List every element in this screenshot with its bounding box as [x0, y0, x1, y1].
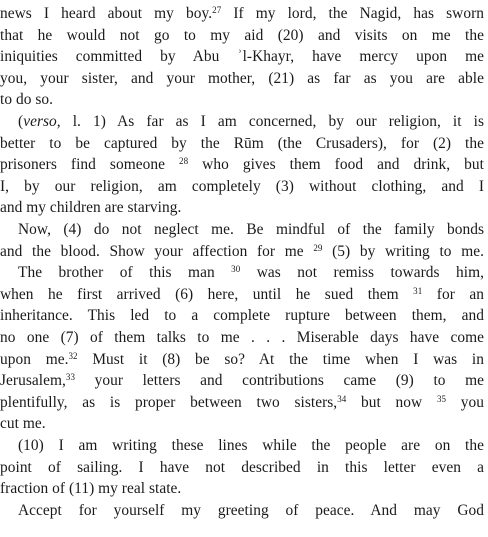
text-run: If my lord, the Nagid, has sworn — [221, 5, 485, 22]
text-line — [0, 155, 484, 175]
footnote-marker: 32 — [68, 350, 78, 361]
text-line — [0, 177, 484, 197]
text-run: I, by our religion, am completely (3) without clothing, and I — [0, 177, 484, 195]
text-run: that he would not go to my aid (20) and visits on me the — [0, 26, 484, 44]
text-run: who gives them food and drink, but — [188, 156, 484, 174]
text-run: news I heard about my boy. — [0, 5, 213, 22]
text-line — [0, 47, 484, 67]
text-run: (5) by writing to me. — [322, 242, 484, 260]
text-run: you, your sister, and your mother, (21) as far as you are able — [0, 69, 484, 87]
text-run: iniquities committed by Abu ʾl-Khayr, have mercy upon me — [0, 48, 484, 66]
text-run: upon me. — [0, 350, 69, 368]
text-run: (10) I am writing these lines while the people are on the — [18, 437, 484, 454]
footnote-marker: 33 — [65, 372, 75, 383]
text-run: better to be captured by the Rūm (the Crusaders), for (2) the — [0, 134, 484, 152]
text-line — [18, 501, 484, 521]
text-line — [18, 220, 484, 240]
text-run: inheritance. This led to a complete rupture between them, and — [0, 307, 484, 325]
text-line — [0, 458, 484, 478]
footnote-marker: 34 — [337, 393, 347, 404]
text-run: to do so. — [0, 91, 54, 109]
text-line — [18, 263, 484, 283]
text-run: no one (7) of them talks to me . . . Miserable days have come — [0, 329, 484, 346]
text-line — [0, 393, 484, 413]
text-run: for an — [422, 285, 484, 303]
footnote-marker: 30 — [231, 264, 241, 275]
text-run: cut me. — [0, 415, 46, 433]
footnote-marker: 35 — [436, 393, 447, 404]
text-line — [0, 285, 484, 305]
text-run: and my children are starving. — [0, 199, 182, 217]
text-run: ( — [18, 113, 24, 130]
text-run: was not remiss towards him, — [240, 264, 484, 282]
text-line — [0, 414, 484, 434]
text-run: verso — [23, 113, 57, 130]
text-line — [18, 112, 484, 132]
text-line — [0, 479, 484, 499]
text-line — [18, 436, 484, 456]
footnote-marker: 27 — [212, 5, 222, 15]
text-run: The brother of this man — [18, 264, 232, 282]
text-line — [0, 26, 484, 46]
text-run: , l. 1) As far as I am concerned, by our religion, it is — [56, 113, 484, 130]
text-run: plentifully, as is proper between two sisters, — [0, 393, 338, 411]
text-line — [0, 371, 484, 391]
footnote-marker: 29 — [313, 242, 323, 253]
text-line — [0, 306, 484, 326]
text-line — [0, 350, 484, 370]
footnote-marker: 28 — [179, 156, 189, 167]
text-run: but now — [346, 393, 437, 411]
text-run: fraction of (11) my real state. — [0, 480, 182, 498]
text-run: Accept for yourself my greeting of peace. And may God — [18, 501, 484, 519]
text-line — [0, 242, 484, 262]
text-line — [0, 198, 484, 218]
text-run: point of sailing. I have not described in this letter even a — [0, 458, 484, 476]
text-line — [0, 90, 484, 110]
text-run: prisoners find someone — [0, 156, 180, 174]
text-line — [0, 69, 484, 89]
text-run: and the blood. Show your affection for me — [0, 242, 314, 260]
footnote-marker: 31 — [413, 285, 423, 296]
text-run: when he first arrived (6) here, until he sued them — [0, 285, 414, 303]
text-line — [0, 328, 484, 348]
text-run: Jerusalem, — [0, 372, 66, 390]
text-line — [0, 4, 484, 24]
text-run: Must it (8) be so? At the time when I was in — [77, 350, 484, 368]
text-run: you — [446, 393, 484, 411]
text-run: your letters and contributions came (9) to me — [75, 372, 484, 390]
text-run: Now, (4) do not neglect me. Be mindful of the family bonds — [18, 221, 484, 238]
text-line — [0, 134, 484, 154]
